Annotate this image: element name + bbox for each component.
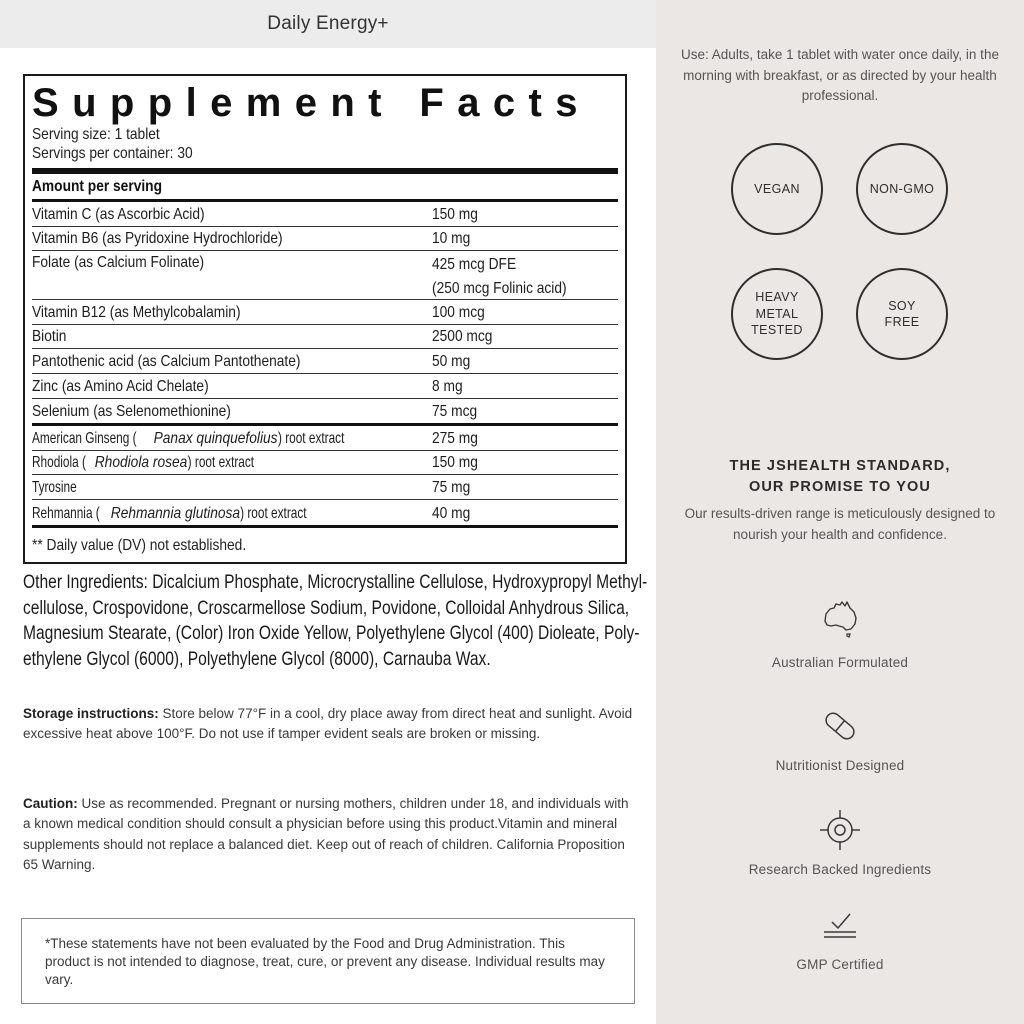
storage-label: Storage instructions: (23, 706, 159, 721)
soy-free-label (885, 298, 920, 331)
usage-instructions: Use: Adults, take 1 tablet with water once daily, in the morning with breakfast, or as directed by your health professional. (681, 47, 999, 103)
herbal-name (32, 479, 84, 497)
nutrient-row (32, 374, 618, 399)
herbal-name-suffix: ) root extract (240, 504, 307, 522)
feature-label-research-backed: Research Backed Ingredients (748, 862, 932, 877)
nutrient-amount: 75 mcg (432, 403, 478, 421)
nutrient-name: Vitamin B12 (as Methylcobalamin) (32, 303, 241, 321)
other-ingredients (23, 570, 648, 672)
herbal-latin-name: Panax quinquefolius (153, 429, 278, 447)
nutrient-name: Selenium (as Selenomethionine) (32, 403, 231, 421)
nutrient-row (32, 251, 618, 300)
other-ingredients-line: ethylene Glycol (6000), Polyethylene Glycol (8000), Carnauba Wax. (23, 647, 491, 670)
supplement-facts-title: Supplement Facts (32, 81, 591, 125)
herbal-row (32, 426, 618, 451)
other-ingredients-line: cellulose, Crospovidone, Croscarmellose Sodium, Povidone, Colloidal Anhydrous Silica, (23, 596, 630, 619)
nutrient-name: Folate (as Calcium Folinate) (32, 254, 205, 272)
badge-line: TESTED (751, 323, 803, 338)
nutrient-amount-detail: (250 mcg Folinic acid) (432, 280, 567, 298)
non-gmo-badge (856, 143, 948, 235)
product-name: Daily Energy+ (267, 13, 389, 34)
vegan-badge (731, 143, 823, 235)
herbal-name-suffix: ) root extract (187, 454, 254, 472)
herbal-amount: 275 mg (432, 429, 478, 447)
caution-text (23, 794, 638, 875)
standard-title-line: OUR PROMISE TO YOU (748, 478, 931, 495)
nutrient-row (32, 202, 618, 227)
herbal-row (32, 475, 618, 500)
australia-map-icon (816, 594, 864, 642)
fda-disclaimer-text: *These statements have not been evaluated by the Food and Drug Administration. This product is not intended to diagnose, treat, cure, or prevent any disease. Individual results may vary. (45, 936, 605, 987)
nutrient-amount: 2500 mcg (432, 328, 493, 346)
nutrient-amount: 425 mcg DFE (432, 256, 517, 274)
nutrient-row (32, 399, 618, 424)
fda-disclaimer-box (21, 918, 635, 1004)
nutrient-name: Vitamin B6 (as Pyridoxine Hydrochloride) (32, 230, 283, 248)
nutrient-name: Zinc (as Amino Acid Chelate) (32, 377, 209, 395)
storage-instructions (23, 704, 638, 745)
herbal-amount: 150 mg (432, 454, 478, 472)
nutrient-row (32, 325, 618, 350)
standard-title (680, 456, 1000, 497)
herbal-latin-name: Rhodiola rosea (94, 454, 188, 472)
serving-size: Serving size: 1 tablet (32, 126, 160, 143)
nutrient-amount: 100 mcg (432, 303, 485, 321)
herbal-row (32, 500, 618, 525)
badge-line: HEAVY (755, 290, 799, 305)
supplement-facts-panel (23, 74, 627, 564)
herbal-name-text: Rhodiola ( (32, 454, 86, 472)
nutrient-row (32, 300, 618, 325)
product-name-header (0, 0, 656, 48)
nutrient-name: Pantothenic acid (as Calcium Pantothenate) (32, 352, 301, 370)
storage-text: Store below 77°F in a cool, dry place away from direct heat and sunlight. Avoid excessive heat above 100°F. Do not use if tamper evident seals are broken or missing. (23, 706, 633, 742)
info-panel (656, 0, 1024, 1024)
nutrient-row (32, 227, 618, 252)
badge-line: SOY (888, 298, 916, 313)
daily-value-note (32, 528, 618, 561)
herbal-name (32, 430, 355, 448)
badge-line: METAL (755, 306, 799, 321)
nutrient-amount: 8 mg (432, 377, 463, 395)
soy-free-badge (856, 268, 948, 360)
amount-per-serving-header: Amount per serving (32, 178, 162, 195)
herbal-latin-name: Rehmannia glutinosa (110, 504, 241, 522)
capsule-icon (816, 702, 864, 750)
vegan-badge-label: VEGAN (754, 181, 800, 196)
herbal-amount: 40 mg (432, 504, 471, 522)
other-ingredients-line: Other Ingredients: Dicalcium Phosphate, Microcrystalline Cellulose, Hydroxypropyl Methyl- (23, 571, 648, 593)
nutrient-amount: 50 mg (432, 352, 471, 370)
heavy-metal-tested-badge (731, 268, 823, 360)
caution-body: Use as recommended. Pregnant or nursing mothers, children under 18, and individuals with a known medical condition should consult a physician before using this product.Vitamin and mineral supplements should not replace a balanced diet. Keep out of reach of children. California Proposition 65 Warning. (23, 796, 629, 872)
nutrient-amount: 150 mg (432, 205, 478, 223)
herbal-name-suffix: ) root extract (277, 429, 344, 447)
herbal-amount: 75 mg (432, 478, 471, 496)
herbal-name-text: Rehmannia ( (32, 504, 100, 522)
other-ingredients-line: Magnesium Stearate, (Color) Iron Oxide Yellow, Polyethylene Glycol (400) Dioleate, Poly- (23, 622, 640, 644)
checkmark-certified-icon (816, 902, 864, 950)
herbal-row (32, 451, 618, 476)
servings-per-container: Servings per container: 30 (32, 145, 193, 162)
nutrient-name: Vitamin C (as Ascorbic Acid) (32, 205, 205, 223)
non-gmo-badge-label: NON-GMO (869, 181, 935, 196)
standard-title-line: THE JSHEALTH STANDARD, (729, 458, 951, 474)
feature-label-nutritionist-designed: Nutritionist Designed (775, 758, 905, 773)
target-crosshair-icon (816, 806, 864, 854)
heavy-metal-tested-label (751, 289, 803, 339)
feature-label-australian-formulated: Australian Formulated (771, 655, 909, 670)
badge-line: FREE (884, 315, 920, 329)
daily-value-note-text: ** Daily value (DV) not established. (32, 536, 247, 554)
herbal-name-text: American Ginseng ( (32, 429, 137, 447)
caution-label: Caution: (23, 796, 78, 811)
nutrient-amount: 10 mg (432, 230, 471, 248)
nutrient-row (32, 349, 618, 374)
herbal-name-text: Tyrosine (32, 478, 77, 496)
herbal-name (32, 505, 317, 523)
nutrient-name: Biotin (32, 328, 67, 346)
herbal-name (32, 454, 265, 472)
feature-label-gmp-certified: GMP Certified (796, 957, 884, 972)
standard-description: Our results-driven range is meticulously designed to nourish your health and confidence. (684, 506, 996, 542)
